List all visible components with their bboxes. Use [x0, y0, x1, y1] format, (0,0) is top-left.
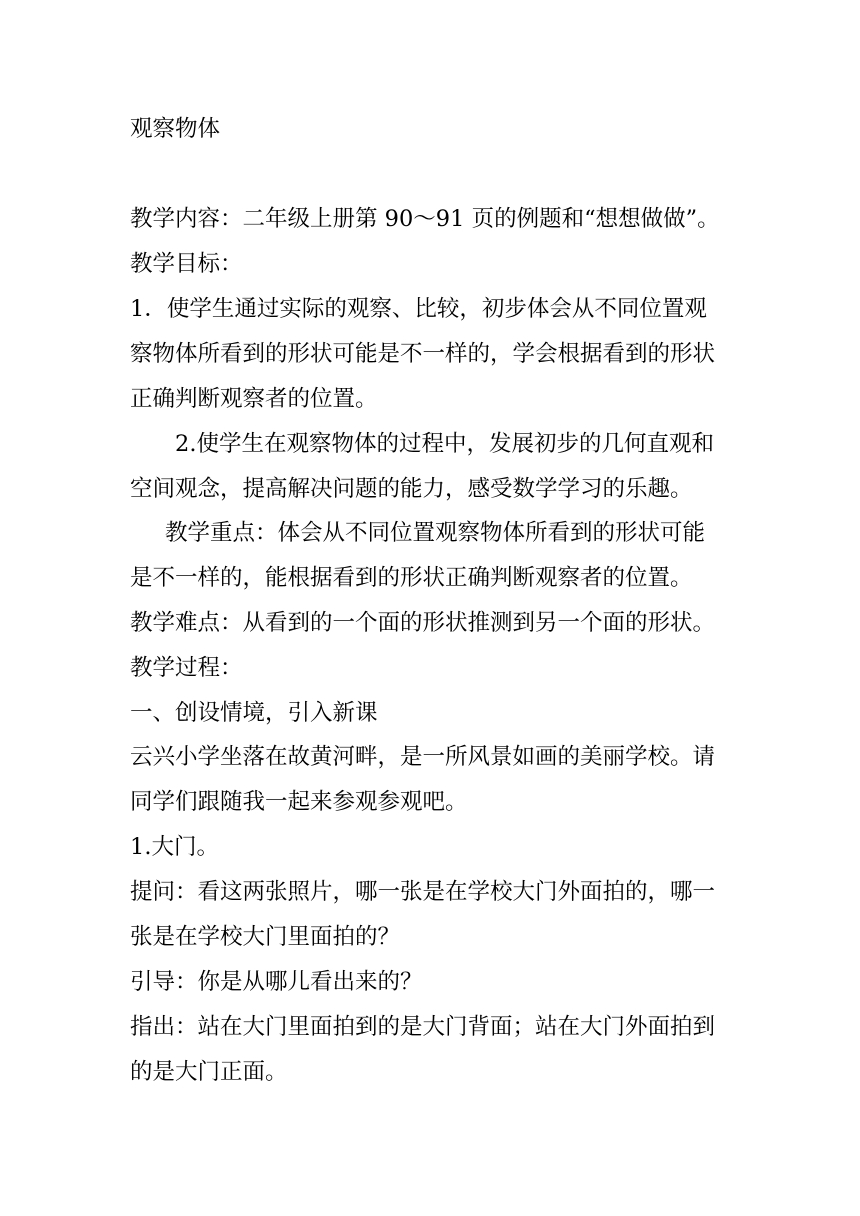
process-heading: 教学过程：: [130, 655, 243, 681]
key-point-line-1: 教学重点：体会从不同位置观察物体所看到的形状可能: [165, 520, 706, 546]
objective-1-line-1: 1．使学生通过实际的观察、比较，初步体会从不同位置观: [130, 296, 707, 322]
difficulty-line: 教学难点：从看到的一个面的形状推测到另一个面的形状。: [130, 610, 716, 636]
objective-2-line-1: 2.使学生在观察物体的过程中，发展初步的几何直观和: [175, 431, 714, 457]
objective-2-line-2: 空间观念，提高解决问题的能力，感受数学学习的乐趣。: [130, 476, 693, 502]
objectives-heading: 教学目标：: [130, 251, 243, 277]
objective-1-line-3: 正确判断观察者的位置。: [130, 386, 378, 412]
content-line: 教学内容：二年级上册第 90～91 页的例题和“想想做做”。: [130, 206, 720, 232]
item-1: 1.大门。: [130, 834, 219, 860]
point-out-line-1: 指出：站在大门里面拍到的是大门背面；站在大门外面拍到: [130, 1014, 716, 1040]
intro-line-2: 同学们跟随我一起来参观参观吧。: [130, 789, 468, 815]
question-line-2: 张是在学校大门里面拍的？: [130, 924, 401, 950]
section-1-heading: 一、创设情境，引入新课: [130, 700, 378, 726]
question-line-1: 提问：看这两张照片，哪一张是在学校大门外面拍的，哪一: [130, 879, 716, 905]
key-point-line-2: 是不一样的，能根据看到的形状正确判断观察者的位置。: [130, 565, 693, 591]
objective-1-line-2: 察物体所看到的形状可能是不一样的，学会根据看到的形状: [130, 341, 716, 367]
page-title: 观察物体: [130, 116, 221, 142]
point-out-line-2: 的是大门正面。: [130, 1059, 288, 1085]
intro-line-1: 云兴小学坐落在故黄河畔，是一所风景如画的美丽学校。请: [130, 744, 716, 770]
guide-line: 引导：你是从哪儿看出来的？: [130, 969, 423, 995]
